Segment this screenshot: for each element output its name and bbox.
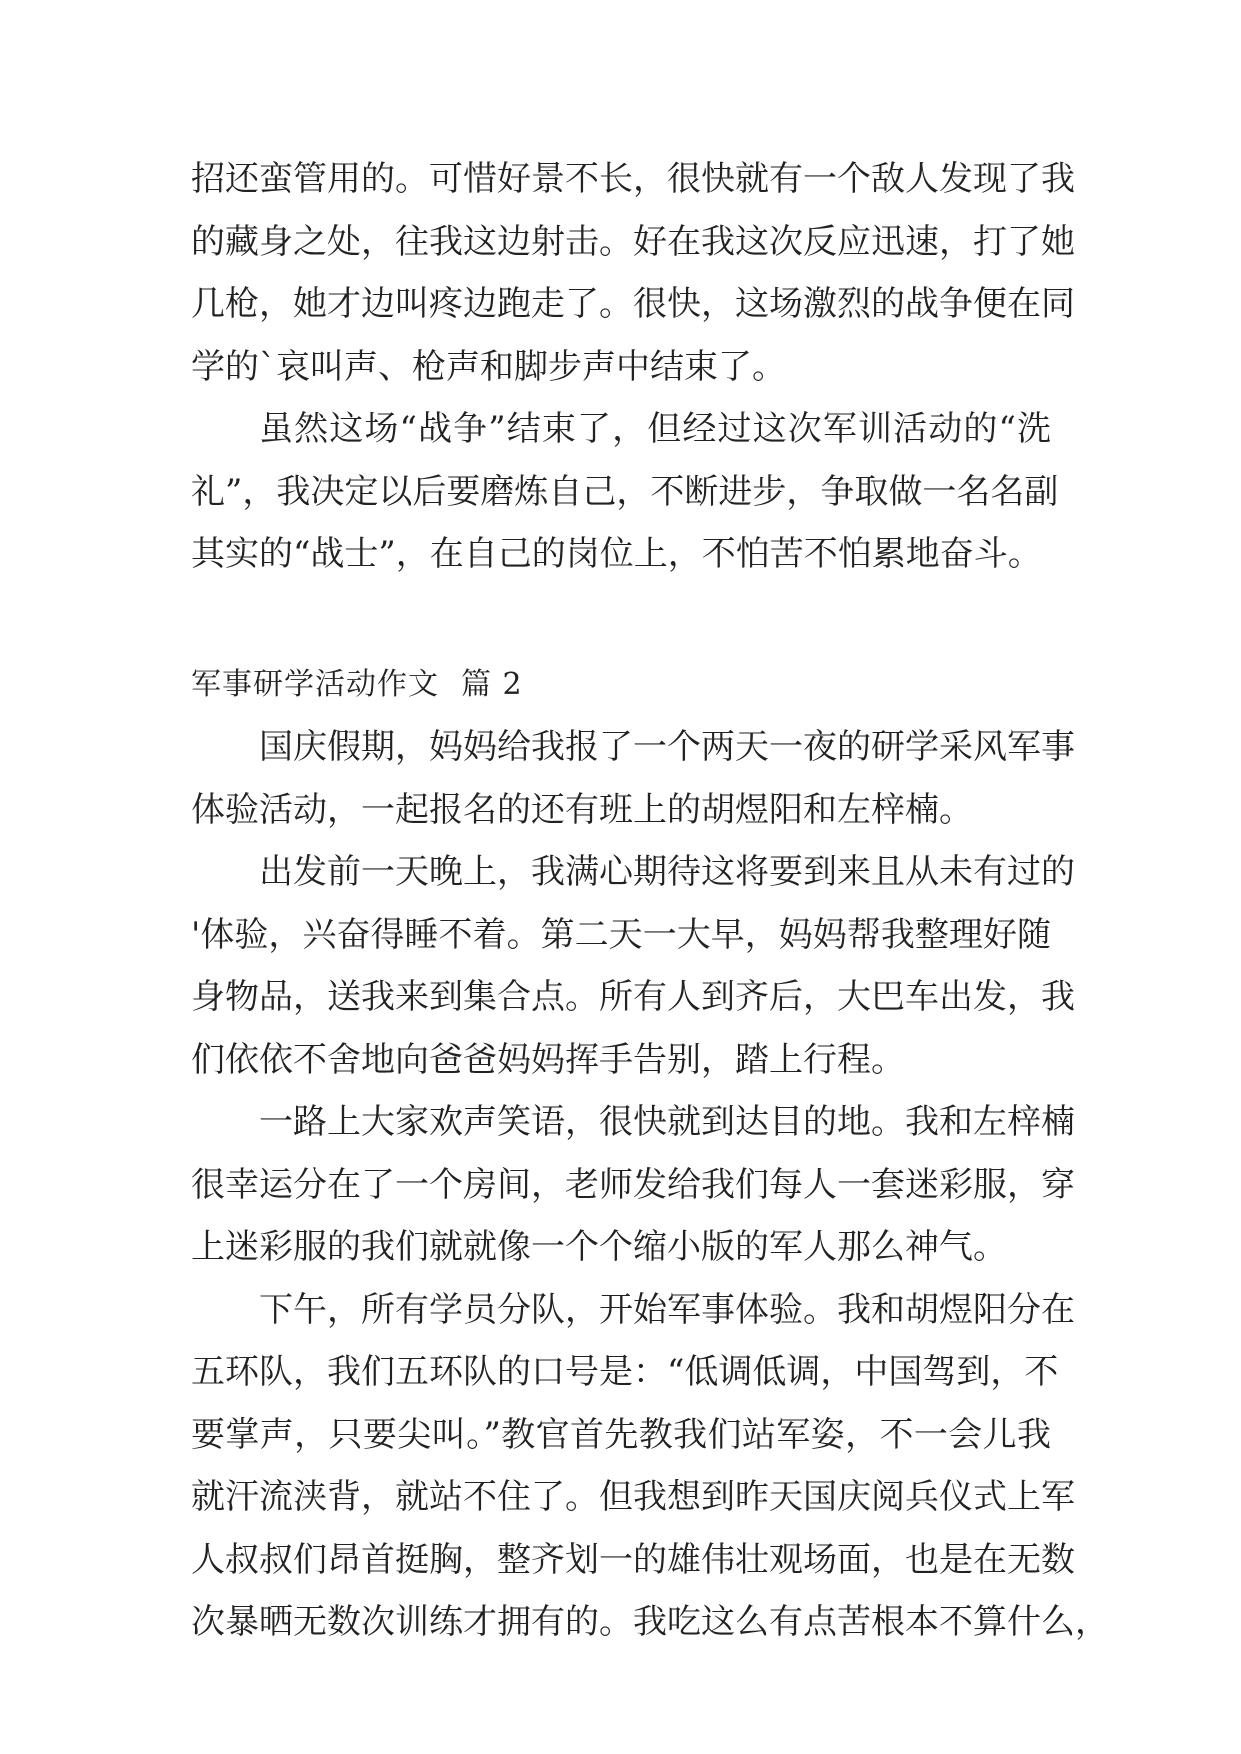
text-line: 次暴晒无数次训练才拥有的。我吃这么有点苦根本不算什么， xyxy=(191,1602,1109,1642)
paragraph xyxy=(191,1279,1109,1654)
paragraph xyxy=(191,841,1075,1091)
text-line: 出发前一天晚上，我满心期待这将要到来且从未有过的 xyxy=(259,852,1075,892)
text-line: 几枪，她才边叫疼边跑走了。很快，这场激烈的战争便在同 xyxy=(191,284,1075,324)
text-line: 上迷彩服的我们就就像一个个缩小版的军人那么神气。 xyxy=(191,1227,1007,1267)
text-line: 身物品，送我来到集合点。所有人到齐后，大巴车出发，我 xyxy=(191,977,1075,1017)
document-body xyxy=(191,148,1109,1654)
text-line: 五环队，我们五环队的口号是：“低调低调，中国驾到，不 xyxy=(191,1352,1059,1392)
text-line: 人叔叔们昂首挺胸，整齐划一的雄伟壮观场面，也是在无数 xyxy=(191,1539,1075,1580)
text-line: 国庆假期，妈妈给我报了一个两天一夜的研学采风军事 xyxy=(259,727,1075,767)
text-line: 就汗流浃背，就站不住了。但我想到昨天国庆阅兵仪式上军 xyxy=(191,1477,1075,1517)
section-heading xyxy=(191,654,1051,717)
text-line: 体验活动，一起报名的还有班上的胡煜阳和左梓楠。 xyxy=(191,789,973,830)
text-line: 其实的“战士”，在自己的岗位上，不怕苦不怕累地奋斗。 xyxy=(191,534,1042,574)
paragraph xyxy=(191,148,1075,398)
text-line: 学的`哀叫声、枪声和脚步声中结束了。 xyxy=(191,346,786,387)
text-line: 虽然这场“战争”结束了，但经过这次军训活动的“洗 xyxy=(259,409,1051,449)
paragraph xyxy=(191,1091,1075,1279)
text-line: 招还蛮管用的。可惜好景不长，很快就有一个敌人发现了我 xyxy=(191,159,1075,199)
text-line: 的藏身之处，往我这边射击。好在我这次反应迅速，打了她 xyxy=(191,221,1075,262)
section-heading-number: 篇 2 xyxy=(461,666,523,702)
paragraph xyxy=(191,398,1059,586)
text-line: 下午，所有学员分队，开始军事体验。我和胡煜阳分在 xyxy=(259,1289,1075,1330)
text-line: 要掌声，只要尖叫。”教官首先教我们站军姿，不一会儿我 xyxy=(191,1414,1051,1455)
text-line: 很幸运分在了一个房间，老师发给我们每人一套迷彩服，穿 xyxy=(191,1164,1075,1205)
text-line: 们依依不舍地向爸爸妈妈挥手告别，踏上行程。 xyxy=(191,1039,905,1080)
text-line: 一路上大家欢声笑语，很快就到达目的地。我和左梓楠 xyxy=(259,1102,1075,1142)
text-line: 礼”，我决定以后要磨炼自己，不断进步，争取做一名名副 xyxy=(191,471,1059,512)
text-line: '体验，兴奋得睡不着。第二天一大早，妈妈帮我整理好随 xyxy=(191,914,1051,955)
paragraph xyxy=(191,716,1075,841)
section-heading-title: 军事研学活动作文 xyxy=(191,666,439,702)
